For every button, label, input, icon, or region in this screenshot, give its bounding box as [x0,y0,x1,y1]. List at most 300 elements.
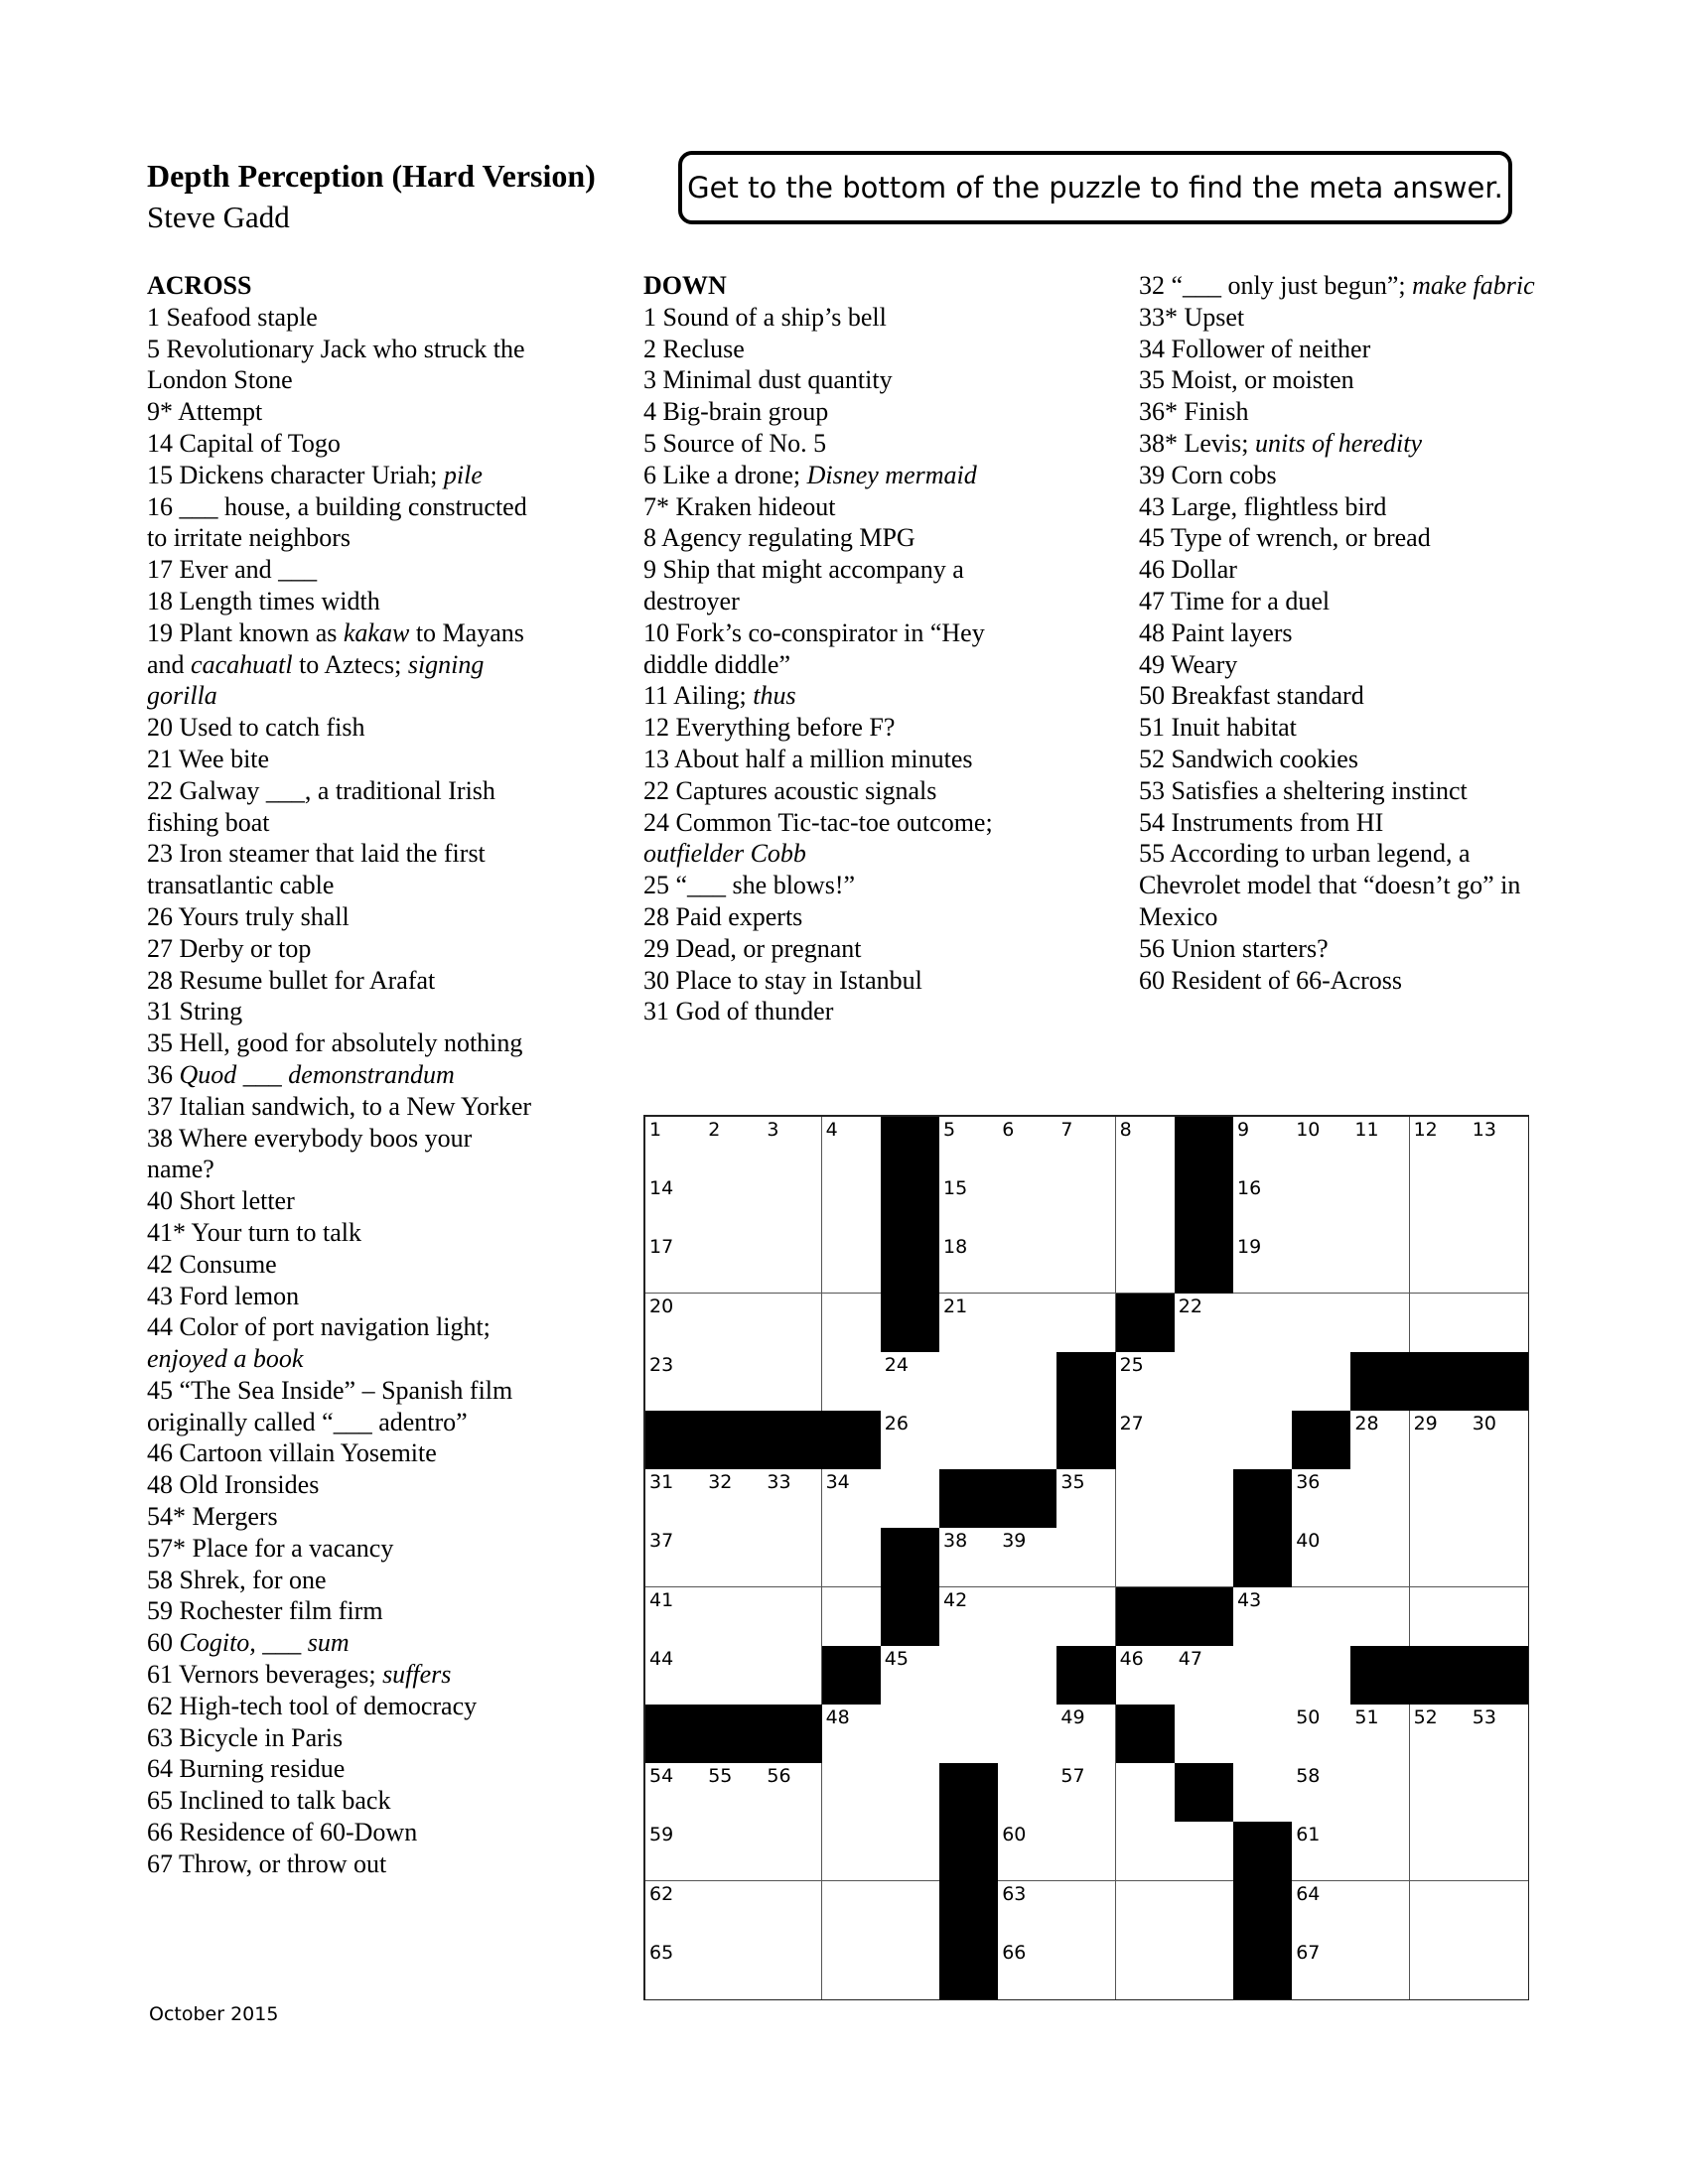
clue-text: 14 Capital of Togo [147,428,341,458]
grid-cell[interactable] [822,1705,882,1764]
grid-cell[interactable] [998,1705,1057,1764]
cell-number: 37 [649,1530,674,1553]
cell-number: 51 [1354,1706,1379,1728]
grid-cell[interactable] [1350,1763,1410,1823]
grid-block [1233,1822,1293,1881]
across-clue [147,838,544,901]
grid-cell[interactable] [822,1234,882,1294]
grid-cell[interactable] [1410,1469,1470,1529]
clue-text: 19 Plant known as [147,617,344,647]
grid-block [939,1763,999,1823]
grid-cell[interactable] [1410,1822,1470,1881]
across-clue [147,744,544,775]
grid-cell[interactable] [1175,1469,1234,1529]
grid-cell[interactable] [1350,1234,1410,1294]
grid-cell[interactable] [1233,1411,1293,1470]
grid-cell[interactable] [704,1469,764,1529]
grid-cell[interactable] [704,1117,764,1176]
clue-text: 25 “___ she blows!” [643,871,856,900]
grid-block [1175,1117,1234,1176]
grid-cell[interactable] [1233,1234,1293,1294]
clue-text: 55 According to urban legend, a Chevrolet model that “doesn’t go” in Mexico [1139,839,1521,931]
grid-cell[interactable] [1233,1352,1293,1412]
grid-cell[interactable] [998,1528,1057,1587]
grid-cell[interactable] [645,1646,705,1706]
cell-number: 58 [1296,1765,1321,1788]
grid-cell[interactable] [822,1528,882,1587]
across-clue [147,1249,544,1281]
grid-cell[interactable] [939,1294,999,1353]
across-clue [147,996,544,1027]
grid-cell[interactable] [1056,1528,1116,1587]
grid-cell[interactable] [1175,1528,1234,1587]
grid-cell[interactable] [645,1352,705,1412]
grid-cell[interactable] [1056,1705,1116,1764]
grid-cell[interactable] [822,1175,882,1235]
grid-cell[interactable] [998,1117,1057,1176]
down-clue [1139,491,1536,523]
grid-cell[interactable] [645,1881,705,1941]
grid-cell[interactable] [998,1822,1057,1881]
grid-cell[interactable] [881,1646,940,1706]
grid-cell[interactable] [1350,1587,1410,1647]
clue-text: 30 Place to stay in Istanbul [643,965,922,995]
grid-cell[interactable] [1410,1294,1470,1353]
cell-number: 52 [1413,1706,1438,1728]
grid-cell[interactable] [822,1940,882,1999]
grid-cell[interactable] [763,1469,822,1529]
grid-cell[interactable] [1292,1822,1351,1881]
cell-number: 42 [943,1588,968,1611]
cell-number: 55 [708,1765,733,1788]
grid-cell[interactable] [1292,1528,1351,1587]
grid-cell[interactable] [998,1940,1057,1999]
clue-text: 15 Dickens character Uriah; [147,460,444,489]
grid-cell[interactable] [939,1705,999,1764]
cell-number: 65 [649,1941,674,1964]
grid-cell[interactable] [704,1234,764,1294]
grid-cell[interactable] [1469,1763,1528,1823]
grid-cell[interactable] [1350,1822,1410,1881]
grid-cell[interactable] [939,1352,999,1412]
grid-cell[interactable] [822,1763,882,1823]
clue-text: 35 Moist, or moisten [1139,365,1354,395]
grid-cell[interactable] [881,1822,940,1881]
grid-cell[interactable] [763,1881,822,1941]
grid-cell[interactable] [1056,1881,1116,1941]
cell-number: 29 [1413,1413,1438,1434]
clue-text: 58 Shrek, for one [147,1565,327,1594]
down-clue [643,680,1041,712]
clue-text: 53 Satisfies a sheltering instinct [1139,775,1468,805]
grid-block [1233,1940,1293,1999]
grid-cell[interactable] [881,1411,940,1470]
cell-number: 43 [1237,1588,1262,1611]
grid-cell[interactable] [1116,1646,1176,1706]
clue-text: Quod ___ demonstrandum [179,1059,455,1089]
grid-cell[interactable] [704,1587,764,1647]
grid-cell[interactable] [1292,1881,1351,1941]
across-clue [147,1691,544,1722]
grid-cell[interactable] [1233,1763,1293,1823]
clue-text: 24 Common Tic-tac-toe outcome; [643,807,993,837]
grid-cell[interactable] [1410,1763,1470,1823]
grid-cell[interactable] [1116,1940,1176,1999]
grid-cell[interactable] [1469,1294,1528,1353]
grid-cell[interactable] [704,1881,764,1941]
grid-cell[interactable] [1116,1881,1176,1941]
grid-cell[interactable] [763,1822,822,1881]
grid-cell[interactable] [881,1881,940,1941]
down-clue [1139,554,1536,586]
clue-text: 51 Inuit habitat [1139,713,1297,743]
grid-cell[interactable] [1410,1528,1470,1587]
grid-cell[interactable] [881,1352,940,1412]
grid-cell[interactable] [822,1881,882,1941]
grid-cell[interactable] [1116,1528,1176,1587]
grid-cell[interactable] [645,1822,705,1881]
grid-cell[interactable] [1175,1294,1234,1353]
grid-cell[interactable] [822,1822,882,1881]
clue-text: 36 [147,1059,180,1089]
clue-text: 67 Throw, or throw out [147,1848,387,1878]
grid-cell[interactable] [939,1528,999,1587]
grid-cell[interactable] [763,1117,822,1176]
grid-cell[interactable] [998,1587,1057,1647]
grid-cell[interactable] [1056,1175,1116,1235]
grid-cell[interactable] [1350,1294,1410,1353]
grid-cell[interactable] [645,1940,705,1999]
grid-cell[interactable] [998,1763,1057,1823]
clue-text: 32 “___ only just begun”; [1139,271,1413,300]
cell-number: 36 [1296,1471,1321,1494]
grid-cell[interactable] [704,1940,764,1999]
grid-cell[interactable] [998,1881,1057,1941]
clue-text: 45 “The Sea Inside” – Spanish film originally called “___ adentro” [147,1375,513,1436]
grid-cell[interactable] [704,1646,764,1706]
grid-block [881,1175,940,1235]
across-clue [147,1311,544,1375]
grid-cell[interactable] [645,1117,705,1176]
grid-cell[interactable] [1469,1175,1528,1235]
cell-number: 3 [767,1119,779,1141]
clue-text: suffers [382,1660,452,1690]
grid-cell[interactable] [1350,1881,1410,1941]
cell-number: 9 [1237,1119,1250,1141]
grid-cell[interactable] [1116,1352,1176,1412]
across-clue [147,1217,544,1249]
grid-cell[interactable] [1056,1469,1116,1529]
cell-number: 25 [1119,1353,1144,1376]
clue-text: 11 Ailing; [643,681,754,711]
grid-block [704,1705,764,1764]
clue-text: signing gorilla [147,649,485,711]
grid-cell[interactable] [1233,1175,1293,1235]
grid-cell[interactable] [645,1469,705,1529]
clue-text: 18 Length times width [147,586,380,615]
clue-text: 35 Hell, good for absolutely nothing [147,1028,523,1058]
grid-cell[interactable] [1056,1294,1116,1353]
grid-cell[interactable] [763,1587,822,1647]
down-clue [1139,334,1536,365]
grid-cell[interactable] [1469,1528,1528,1587]
cell-number: 8 [1119,1119,1132,1141]
grid-cell[interactable] [1292,1705,1351,1764]
grid-cell[interactable] [1469,1705,1528,1764]
grid-cell[interactable] [1410,1587,1470,1647]
down-clue [643,744,1041,775]
grid-cell[interactable] [1469,1587,1528,1647]
across-clue [147,396,544,428]
cell-number: 34 [825,1471,850,1494]
clue-text: 64 Burning residue [147,1754,346,1784]
grid-cell[interactable] [1469,1469,1528,1529]
grid-cell[interactable] [1056,1587,1116,1647]
cell-number: 16 [1237,1177,1262,1200]
cell-number: 1 [649,1119,662,1141]
grid-cell[interactable] [1469,1822,1528,1881]
grid-cell[interactable] [1410,1175,1470,1235]
down-clue [643,996,1041,1027]
across-clue [147,965,544,997]
grid-cell[interactable] [645,1234,705,1294]
down-clue [643,491,1041,523]
grid-cell[interactable] [1469,1940,1528,1999]
clue-text: outfielder Cobb [643,839,806,869]
grid-cell[interactable] [1410,1411,1470,1470]
grid-cell[interactable] [939,1411,999,1470]
grid-cell[interactable] [1233,1587,1293,1647]
grid-cell[interactable] [881,1469,940,1529]
grid-cell[interactable] [1056,1940,1116,1999]
down-clues-column-continued [1139,270,1536,996]
cell-number: 5 [943,1119,956,1141]
grid-cell[interactable] [998,1234,1057,1294]
grid-cell[interactable] [1292,1117,1351,1176]
grid-cell[interactable] [645,1294,705,1353]
grid-cell[interactable] [1292,1763,1351,1823]
grid-cell[interactable] [1292,1469,1351,1529]
grid-cell[interactable] [1116,1469,1176,1529]
grid-block [881,1294,940,1353]
across-clue [147,1848,544,1880]
cell-number: 15 [943,1177,968,1200]
grid-cell[interactable] [822,1587,882,1647]
grid-cell[interactable] [1469,1117,1528,1176]
grid-cell[interactable] [1175,1411,1234,1470]
grid-cell[interactable] [1116,1175,1176,1235]
grid-cell[interactable] [939,1234,999,1294]
grid-cell[interactable] [998,1411,1057,1470]
grid-cell[interactable] [881,1940,940,1999]
grid-cell[interactable] [1233,1705,1293,1764]
grid-cell[interactable] [822,1117,882,1176]
grid-cell[interactable] [1292,1940,1351,1999]
grid-cell[interactable] [1292,1352,1351,1412]
down-clue [643,807,1041,871]
clue-text: 52 Sandwich cookies [1139,744,1358,773]
grid-cell[interactable] [822,1469,882,1529]
grid-cell[interactable] [1056,1763,1116,1823]
grid-cell[interactable] [645,1175,705,1235]
grid-cell[interactable] [939,1646,999,1706]
clue-text: 37 Italian sandwich, to a New Yorker [147,1091,532,1121]
grid-cell[interactable] [939,1587,999,1647]
across-clue [147,460,544,491]
grid-cell[interactable] [939,1175,999,1235]
grid-cell[interactable] [1175,1352,1234,1412]
grid-cell[interactable] [1292,1234,1351,1294]
grid-cell[interactable] [763,1294,822,1353]
grid-block [704,1411,764,1470]
clue-text: Disney mermaid [806,460,977,489]
down-clue-list [643,302,1041,1027]
across-heading: ACROSS [147,271,252,300]
grid-cell[interactable] [1292,1587,1351,1647]
grid-cell[interactable] [1116,1411,1176,1470]
grid-cell[interactable] [1175,1822,1234,1881]
grid-cell[interactable] [1410,1705,1470,1764]
grid-cell[interactable] [881,1763,940,1823]
cell-number: 17 [649,1236,674,1259]
grid-cell[interactable] [1233,1294,1293,1353]
grid-cell[interactable] [1469,1411,1528,1470]
cell-number: 27 [1119,1413,1144,1434]
cell-number: 47 [1178,1647,1202,1670]
clue-text: 31 God of thunder [643,997,834,1026]
grid-cell[interactable] [1410,1881,1470,1941]
grid-cell[interactable] [1350,1469,1410,1529]
grid-cell[interactable] [1175,1940,1234,1999]
grid-cell[interactable] [881,1705,940,1764]
grid-cell[interactable] [763,1940,822,1999]
across-clue [147,1595,544,1627]
cell-number: 12 [1413,1119,1438,1141]
down-clue [1139,838,1536,932]
grid-cell[interactable] [645,1763,705,1823]
grid-cell[interactable] [1350,1411,1410,1470]
grid-block [1116,1587,1176,1647]
cell-number: 62 [649,1882,674,1905]
across-clue [147,1753,544,1785]
grid-cell[interactable] [1350,1117,1410,1176]
cell-number: 48 [825,1706,850,1728]
down-clue [643,428,1041,460]
grid-cell[interactable] [1292,1294,1351,1353]
clue-text: 16 ___ house, a building constructed to irritate neighbors [147,491,527,553]
grid-cell[interactable] [763,1352,822,1412]
grid-cell[interactable] [645,1587,705,1647]
grid-cell[interactable] [1056,1117,1116,1176]
grid-cell[interactable] [763,1175,822,1235]
grid-cell[interactable] [1469,1881,1528,1941]
grid-cell[interactable] [1116,1822,1176,1881]
grid-cell[interactable] [763,1646,822,1706]
down-clue [1139,428,1536,460]
clue-text: 9 Ship that might accompany a destroyer [643,555,964,615]
grid-cell[interactable] [704,1528,764,1587]
grid-cell[interactable] [645,1528,705,1587]
grid-block [1469,1352,1528,1412]
clue-text: 1 Sound of a ship’s bell [643,302,887,332]
grid-cell[interactable] [822,1352,882,1412]
down-clue [643,302,1041,334]
grid-block [1350,1646,1410,1706]
clue-text: 2 Recluse [643,334,745,363]
grid-cell[interactable] [1175,1881,1234,1941]
grid-cell[interactable] [704,1352,764,1412]
cell-number: 60 [1002,1824,1027,1846]
down-heading: DOWN [643,271,727,300]
clue-text: 13 About half a million minutes [643,744,973,773]
across-clue [147,1027,544,1059]
cell-number: 7 [1060,1119,1073,1141]
grid-cell[interactable] [1175,1705,1234,1764]
down-clue [643,933,1041,965]
grid-cell[interactable] [939,1117,999,1176]
across-clue [147,617,544,712]
grid-cell[interactable] [1056,1822,1116,1881]
grid-cell[interactable] [822,1294,882,1353]
footer-date: October 2015 [149,2003,279,2025]
crossword-grid [643,1115,1529,2000]
down-clue [1139,270,1536,302]
down-clue [1139,744,1536,775]
grid-cell[interactable] [998,1646,1057,1706]
clue-text: 1 Seafood staple [147,302,318,332]
grid-cell[interactable] [1350,1940,1410,1999]
grid-cell[interactable] [1410,1940,1470,1999]
clue-text: 9* Attempt [147,397,263,427]
grid-cell[interactable] [1292,1646,1351,1706]
clue-text: 44 Color of port navigation light; [147,1312,491,1342]
grid-cell[interactable] [1116,1117,1176,1176]
grid-cell[interactable] [704,1175,764,1235]
across-clue [147,1185,544,1217]
grid-cell[interactable] [1116,1763,1176,1823]
cell-number: 20 [649,1295,674,1317]
grid-cell[interactable] [704,1763,764,1823]
grid-cell[interactable] [1292,1175,1351,1235]
grid-cell[interactable] [1350,1175,1410,1235]
grid-cell[interactable] [704,1294,764,1353]
grid-block [1469,1646,1528,1706]
grid-cell[interactable] [704,1822,764,1881]
grid-cell[interactable] [763,1528,822,1587]
grid-cell[interactable] [1350,1705,1410,1764]
grid-cell[interactable] [1233,1117,1293,1176]
grid-cell[interactable] [1056,1234,1116,1294]
grid-cell[interactable] [1233,1646,1293,1706]
grid-cell[interactable] [1410,1117,1470,1176]
grid-cell[interactable] [763,1763,822,1823]
clue-text: 7* Kraken hideout [643,491,836,521]
grid-cell[interactable] [998,1294,1057,1353]
down-clue [1139,965,1536,997]
grid-cell[interactable] [763,1234,822,1294]
grid-cell[interactable] [1116,1234,1176,1294]
grid-cell[interactable] [1469,1234,1528,1294]
clue-text: 33* Upset [1139,302,1245,332]
grid-cell[interactable] [1410,1234,1470,1294]
grid-cell[interactable] [1175,1646,1234,1706]
cell-number: 40 [1296,1530,1321,1553]
grid-cell[interactable] [1350,1528,1410,1587]
down-clue [1139,364,1536,396]
grid-cell[interactable] [998,1352,1057,1412]
grid-cell[interactable] [998,1175,1057,1235]
across-clue [147,1565,544,1596]
